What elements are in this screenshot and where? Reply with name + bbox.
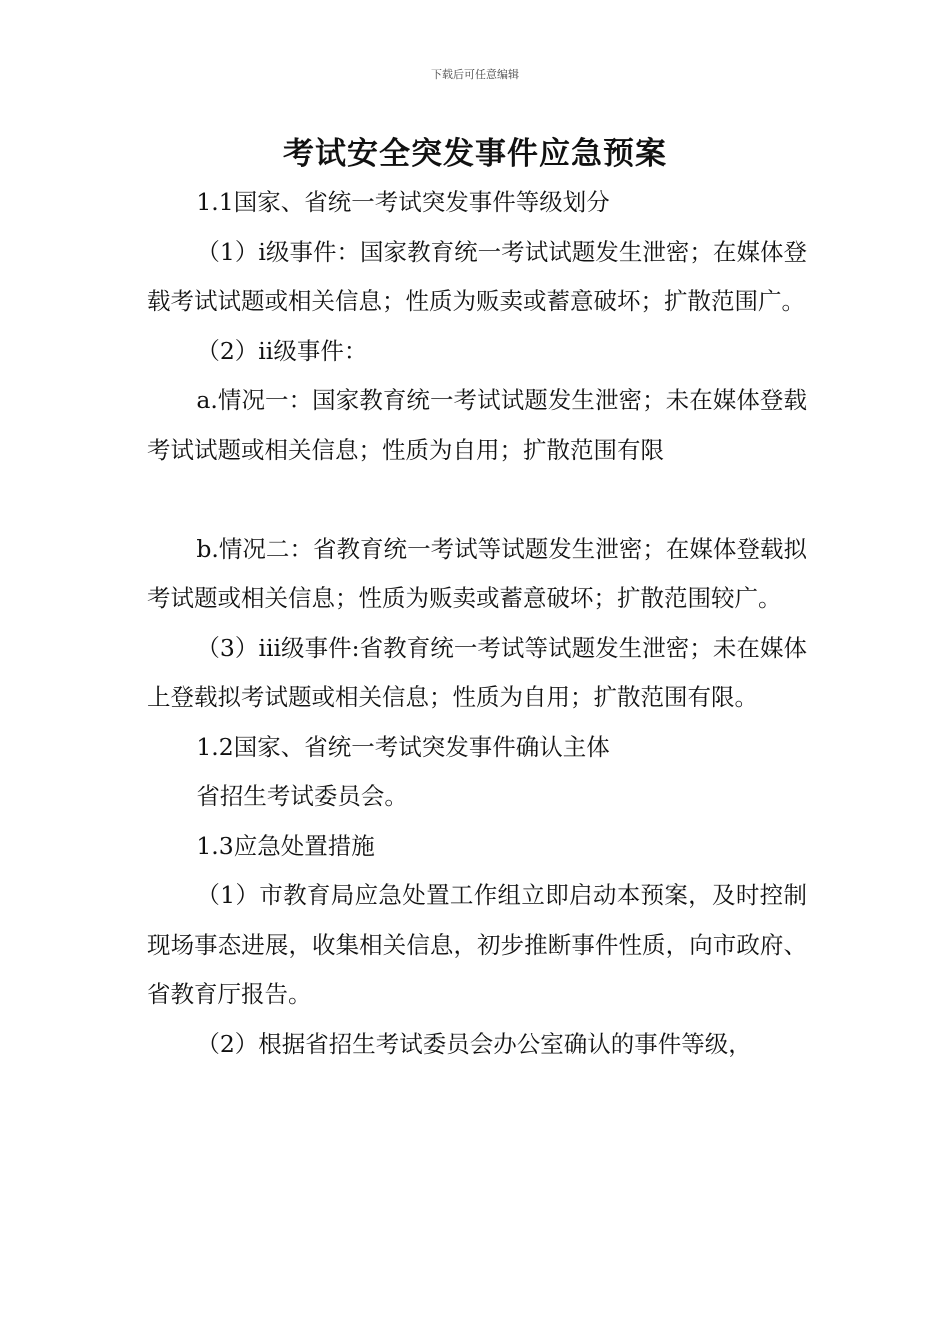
level-3-event-paragraph: （3）ⅲ级事件:省教育统一考试等试题发生泄密；未在媒体上登载拟考试题或相关信息；性质为自用；扩散范围有限。 — [147, 633, 807, 711]
section-heading-1-2: 1.2国家、省统一考试突发事件确认主体 — [196, 732, 610, 761]
header-note: 下载后可任意编辑 — [431, 68, 519, 81]
section-heading-1-1: 1.1国家、省统一考试突发事件等级划分 — [196, 188, 610, 216]
measure-1-paragraph: （1）市教育局应急处置工作组立即启动本预案，及时控制现场事态进展，收集相关信息，初步推断事件性质，向市政府、省教育厅报告。 — [147, 881, 807, 1008]
document-body — [147, 178, 807, 1069]
confirming-body-paragraph: 省招生考试委员会。 — [196, 782, 408, 810]
level-1-event-paragraph: （1）ⅰ级事件：国家教育统一考试试题发生泄密；在媒体登载考试试题或相关信息；性质为贩卖或蓄意破坏；扩散范围广。 — [147, 237, 807, 315]
level-2-event-heading: （2）ⅱ级事件： — [196, 336, 368, 365]
blank-line — [147, 475, 807, 525]
section-heading-1-3: 1.3应急处置措施 — [196, 831, 375, 860]
document-title: 考试安全突发事件应急预案 — [283, 136, 667, 172]
case-a-paragraph: a.情况一：国家教育统一考试试题发生泄密；未在媒体登载考试试题或相关信息；性质为自用；扩散范围有限 — [147, 386, 807, 464]
measure-2-paragraph: （2）根据省招生考试委员会办公室确认的事件等级， — [196, 1029, 752, 1058]
case-b-paragraph: b.情况二：省教育统一考试等试题发生泄密；在媒体登载拟考试题或相关信息；性质为贩卖或蓄意破坏；扩散范围较广。 — [147, 534, 807, 612]
